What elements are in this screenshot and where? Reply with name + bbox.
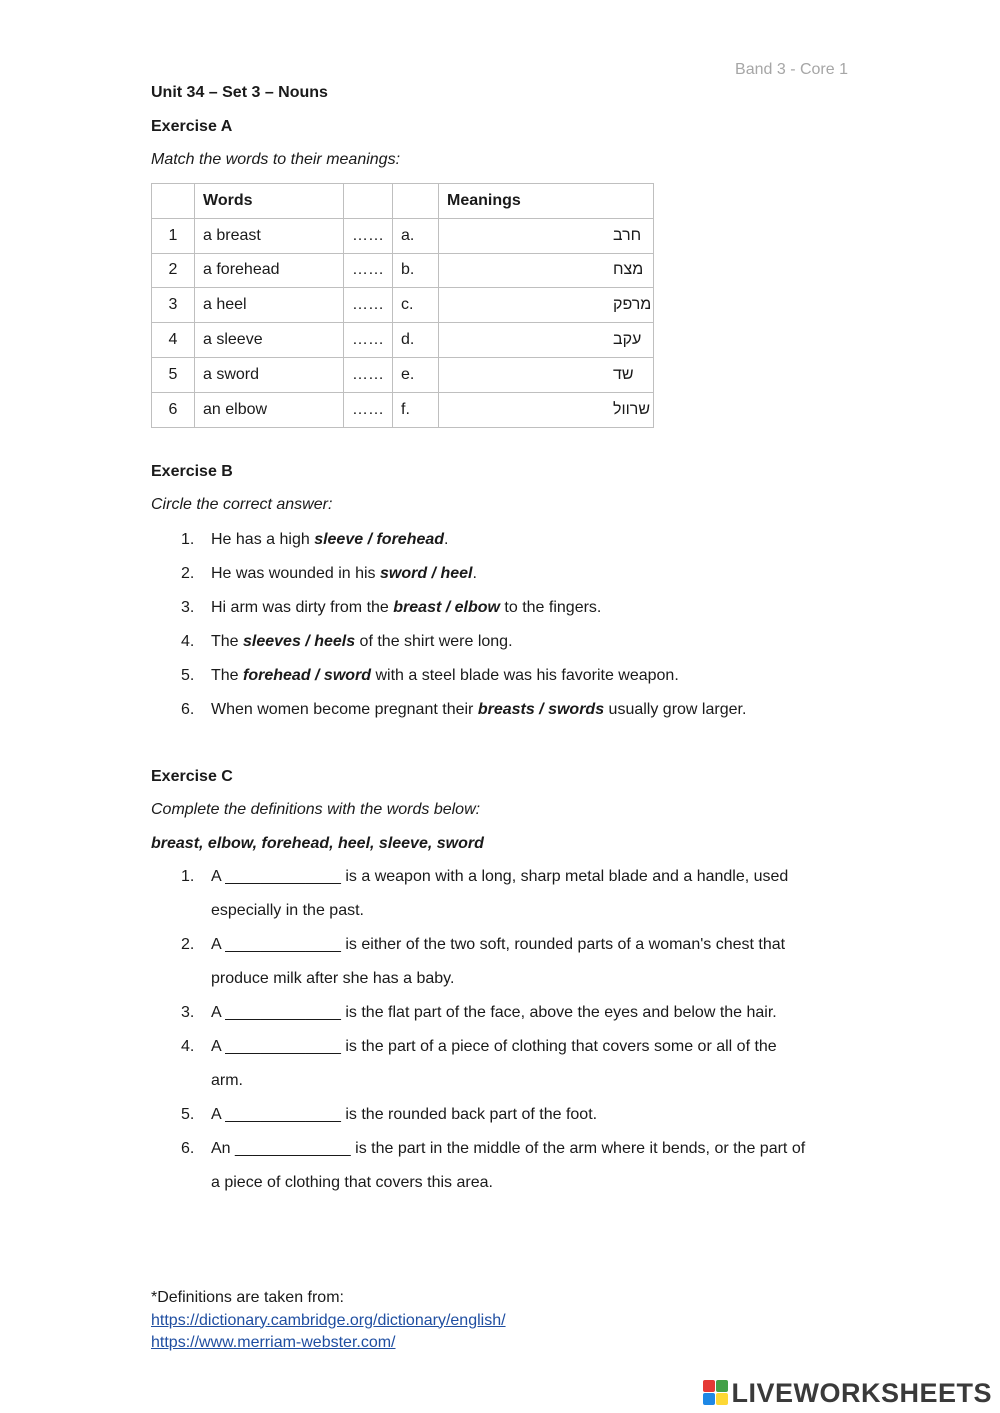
definition-line: A _____________ is either of the two soft, rounded parts of a woman's chest that — [211, 936, 786, 953]
item-number: 5. — [181, 1106, 195, 1123]
definition-line: produce milk after she has a baby. — [211, 970, 455, 987]
item-number: 1. — [181, 868, 195, 885]
table-row — [152, 218, 654, 253]
item-text: The — [211, 633, 244, 650]
row-word: a breast — [195, 218, 344, 253]
list-item — [181, 666, 746, 700]
item-text: He has a high — [211, 531, 315, 548]
item-text: usually grow larger. — [604, 701, 747, 718]
table-row — [152, 323, 654, 358]
list-item — [181, 598, 746, 632]
row-letter: f. — [393, 392, 439, 427]
list-item — [181, 1030, 805, 1098]
row-letter: c. — [393, 288, 439, 323]
row-number: 1 — [152, 218, 195, 253]
answer-choice[interactable]: sword / heel — [379, 565, 473, 582]
item-text: to the fingers. — [499, 599, 602, 616]
item-number: 4. — [181, 633, 195, 650]
exercise-a-instruction: Match the words to their meanings: — [151, 151, 401, 168]
unit-title: Unit 34 – Set 3 – Nouns — [151, 84, 328, 101]
footer-note: *Definitions are taken from: — [151, 1289, 344, 1306]
logo-text: LIVEWORKSHEETS — [731, 1377, 992, 1408]
answer-blank[interactable]: …… — [344, 288, 393, 323]
item-text: of the shirt were long. — [355, 633, 513, 650]
item-number: 5. — [181, 667, 195, 684]
item-number: 3. — [181, 599, 195, 616]
exercise-c-list — [181, 860, 805, 1200]
row-letter: d. — [393, 323, 439, 358]
item-number: 6. — [181, 701, 195, 718]
definition-line: especially in the past. — [211, 902, 364, 919]
row-word: a heel — [195, 288, 344, 323]
definition-line: A _____________ is the flat part of the face, above the eyes and below the hair. — [211, 1004, 777, 1021]
list-item — [181, 928, 805, 996]
footer-sources — [151, 1287, 506, 1355]
cambridge-link[interactable]: https://dictionary.cambridge.org/dictionary/english/ — [151, 1311, 506, 1329]
answer-blank[interactable]: …… — [344, 218, 393, 253]
hebrew-meaning: שרוול — [613, 400, 651, 418]
item-text: When women become pregnant their — [211, 701, 478, 718]
liveworksheets-logo-icon — [703, 1380, 729, 1406]
table-row — [152, 392, 654, 427]
exercise-b-list — [181, 530, 746, 734]
exercise-c-instruction: Complete the definitions with the words below: — [151, 801, 481, 818]
row-meaning — [439, 392, 654, 427]
exercise-b-title: Exercise B — [151, 463, 233, 480]
item-number: 4. — [181, 1038, 195, 1055]
answer-blank[interactable]: …… — [344, 357, 393, 392]
hebrew-meaning: חרב — [613, 226, 642, 244]
item-text: He was wounded in his — [211, 565, 380, 582]
row-meaning — [439, 288, 654, 323]
definition-line: arm. — [211, 1072, 243, 1089]
row-word: a sleeve — [195, 323, 344, 358]
row-letter: e. — [393, 357, 439, 392]
list-item — [181, 700, 746, 734]
definition-line: A _____________ is a weapon with a long, sharp metal blade and a handle, used — [211, 868, 789, 885]
matching-table — [151, 183, 654, 428]
table-row — [152, 288, 654, 323]
definition-line: An _____________ is the part in the middle of the arm where it bends, or the part of — [211, 1140, 806, 1157]
row-letter: b. — [393, 253, 439, 288]
row-meaning — [439, 253, 654, 288]
item-number: 2. — [181, 565, 195, 582]
list-item — [181, 1098, 805, 1132]
merriam-webster-link[interactable]: https://www.merriam-webster.com/ — [151, 1334, 396, 1351]
hebrew-meaning: מרפק — [613, 296, 652, 314]
row-number: 3 — [152, 288, 195, 323]
row-word: an elbow — [195, 392, 344, 427]
list-item — [181, 632, 746, 666]
answer-choice[interactable]: forehead / sword — [243, 667, 372, 684]
definition-line: A _____________ is the rounded back part of the foot. — [211, 1106, 598, 1123]
answer-blank[interactable]: …… — [344, 253, 393, 288]
table-row — [152, 253, 654, 288]
definition-line: a piece of clothing that covers this area. — [211, 1174, 493, 1191]
word-bank: breast, elbow, forehead, heel, sleeve, sword — [151, 835, 484, 852]
row-number: 6 — [152, 392, 195, 427]
list-item — [181, 530, 746, 564]
item-text: . — [472, 565, 477, 582]
item-number: 3. — [181, 1004, 195, 1021]
item-text: Hi arm was dirty from the — [211, 599, 394, 616]
header-band: Band 3 - Core 1 — [735, 61, 848, 78]
row-number: 2 — [152, 253, 195, 288]
answer-choice[interactable]: sleeves / heels — [243, 633, 356, 650]
row-meaning — [439, 357, 654, 392]
list-item — [181, 996, 805, 1030]
table-header-row — [152, 184, 654, 219]
table-row — [152, 357, 654, 392]
definition-line: A _____________ is the part of a piece of clothing that covers some or all of the — [211, 1038, 777, 1055]
item-text: The — [211, 667, 244, 684]
col-words-header: Words — [195, 184, 344, 219]
item-text: . — [444, 531, 449, 548]
row-word: a forehead — [195, 253, 344, 288]
exercise-a-title: Exercise A — [151, 118, 233, 135]
row-number: 4 — [152, 323, 195, 358]
list-item — [181, 564, 746, 598]
list-item — [181, 1132, 805, 1200]
hebrew-meaning: מצח — [613, 261, 644, 279]
item-number: 6. — [181, 1140, 195, 1157]
exercise-c-title: Exercise C — [151, 768, 233, 785]
answer-choice[interactable]: breast / elbow — [393, 599, 500, 616]
item-text: with a steel blade was his favorite weapon. — [371, 667, 679, 684]
hebrew-meaning: עקב — [613, 331, 642, 349]
item-number: 1. — [181, 531, 195, 548]
list-item — [181, 860, 805, 928]
row-meaning — [439, 323, 654, 358]
col-meanings-header: Meanings — [439, 184, 654, 219]
answer-choice[interactable]: sleeve / forehead — [314, 531, 445, 548]
liveworksheets-logo[interactable] — [703, 1375, 992, 1411]
row-letter: a. — [393, 218, 439, 253]
row-number: 5 — [152, 357, 195, 392]
answer-blank[interactable]: …… — [344, 392, 393, 427]
item-number: 2. — [181, 936, 195, 953]
hebrew-meaning: שד — [613, 365, 634, 383]
answer-choice[interactable]: breasts / swords — [477, 701, 605, 718]
exercise-b-instruction: Circle the correct answer: — [151, 496, 333, 513]
row-word: a sword — [195, 357, 344, 392]
row-meaning — [439, 218, 654, 253]
answer-blank[interactable]: …… — [344, 323, 393, 358]
